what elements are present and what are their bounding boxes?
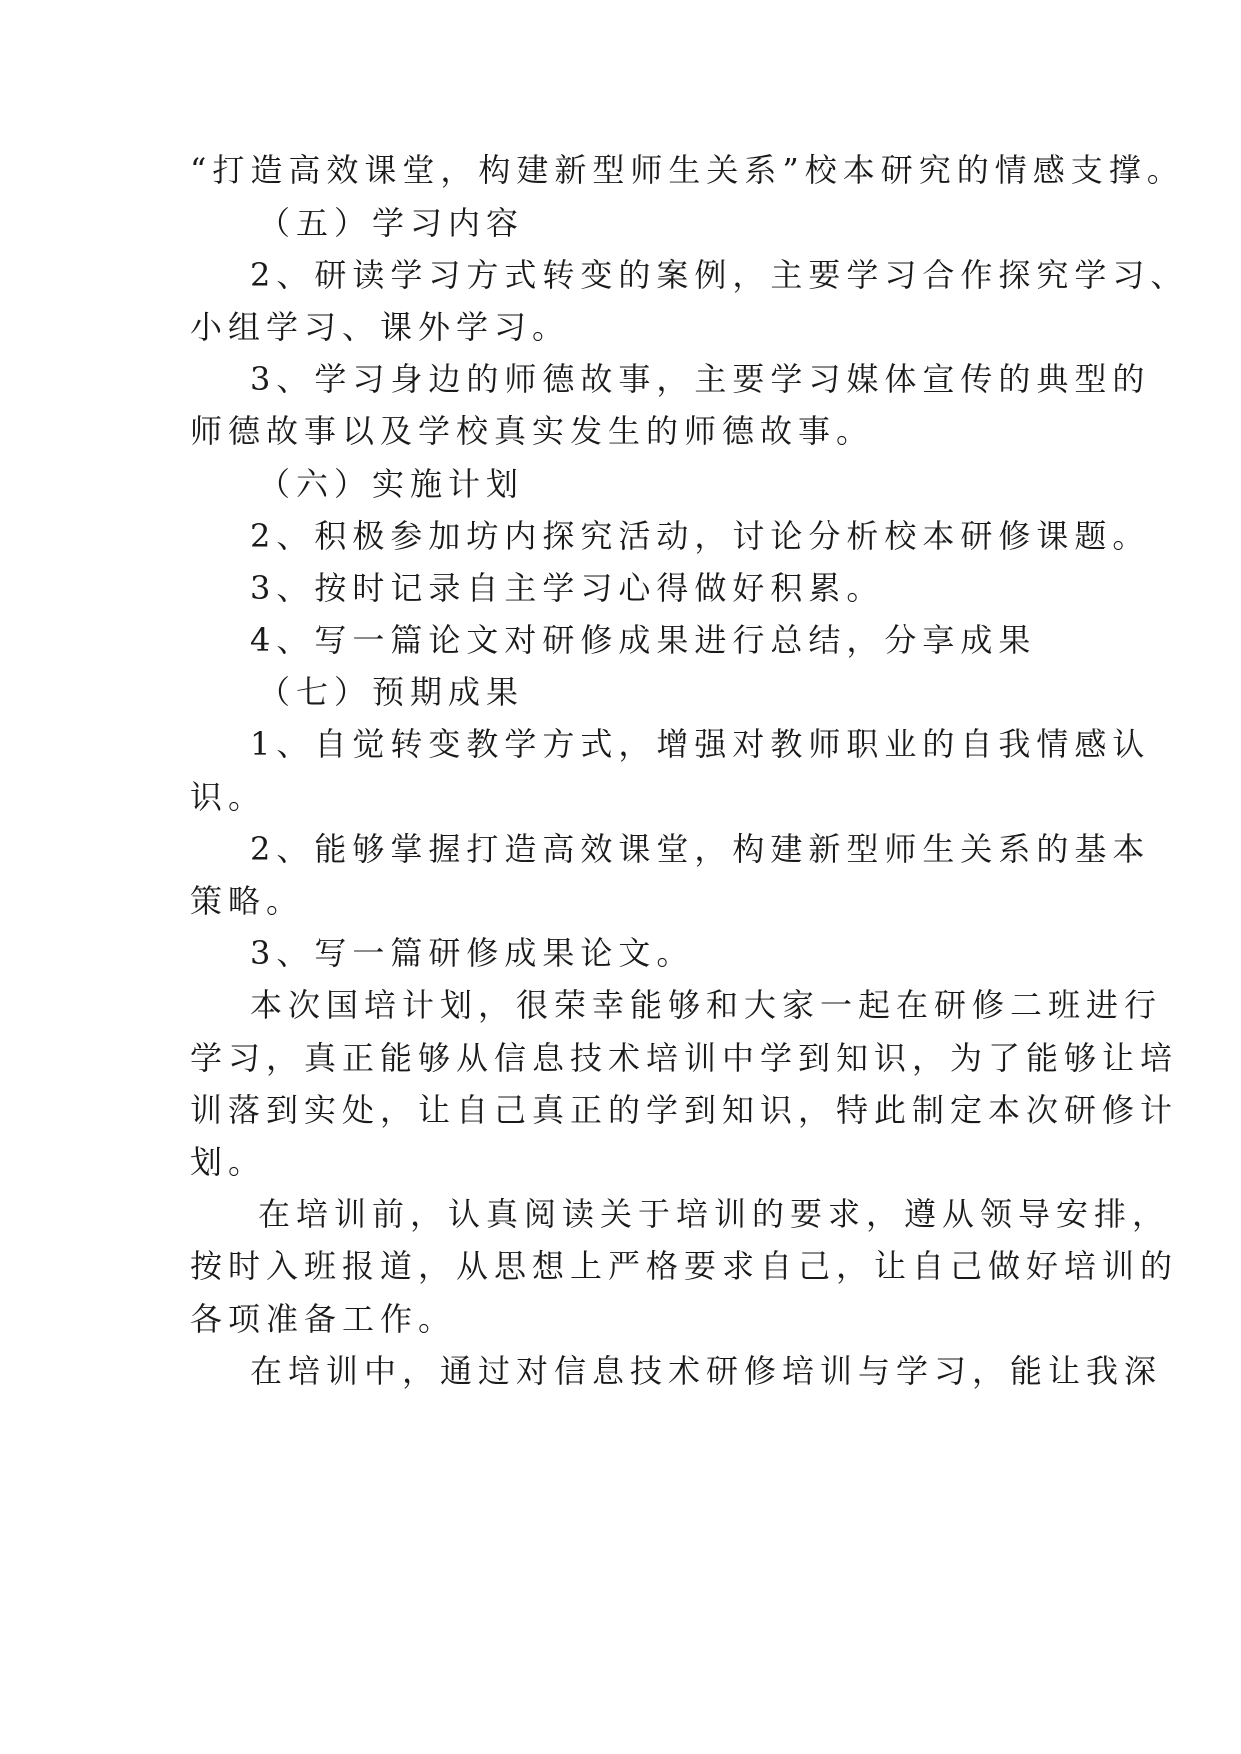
text-line: 师德故事以及学校真实发生的师德故事。 bbox=[190, 412, 875, 450]
text-line: 本次国培计划，很荣幸能够和大家一起在研修二班进行 bbox=[250, 986, 1163, 1024]
text-line: 划。 bbox=[190, 1143, 267, 1181]
text-line: 在培训前，认真阅读关于培训的要求，遵从领导安排， bbox=[258, 1195, 1171, 1233]
text-line: 3、学习身边的师德故事，主要学习媒体宣传的典型的 bbox=[250, 360, 1151, 398]
text-line: 2、研读学习方式转变的案例，主要学习合作探究学习、 bbox=[250, 256, 1189, 294]
section-heading: （七）预期成果 bbox=[258, 673, 525, 711]
text-line: 训落到实处，让自己真正的学到知识，特此制定本次研修计 bbox=[190, 1091, 1179, 1129]
text-line: 3、写一篇研修成果论文。 bbox=[250, 934, 695, 972]
text-line: 1、自觉转变教学方式，增强对教师职业的自我情感认 bbox=[250, 725, 1151, 763]
text-line: 学习，真正能够从信息技术培训中学到知识，为了能够让培 bbox=[190, 1039, 1179, 1077]
text-line: “打造高效课堂，构建新型师生关系”校本研究的情感支撑。 bbox=[190, 151, 1185, 189]
text-line: 策略。 bbox=[190, 882, 305, 920]
text-line: 2、能够掌握打造高效课堂，构建新型师生关系的基本 bbox=[250, 830, 1151, 868]
text-line: 3、按时记录自主学习心得做好积累。 bbox=[250, 569, 885, 607]
text-line: 各项准备工作。 bbox=[190, 1300, 457, 1338]
section-heading: （六）实施计划 bbox=[258, 465, 525, 503]
text-line: 识。 bbox=[190, 778, 267, 816]
text-line: 小组学习、课外学习。 bbox=[190, 308, 571, 346]
section-heading: （五）学习内容 bbox=[258, 204, 525, 242]
text-line: 在培训中，通过对信息技术研修培训与学习，能让我深 bbox=[250, 1352, 1163, 1390]
text-line: 4、写一篇论文对研修成果进行总结，分享成果 bbox=[250, 621, 1037, 659]
text-line: 2、积极参加坊内探究活动，讨论分析校本研修课题。 bbox=[250, 517, 1151, 555]
text-line: 按时入班报道，从思想上严格要求自己，让自己做好培训的 bbox=[190, 1247, 1179, 1285]
